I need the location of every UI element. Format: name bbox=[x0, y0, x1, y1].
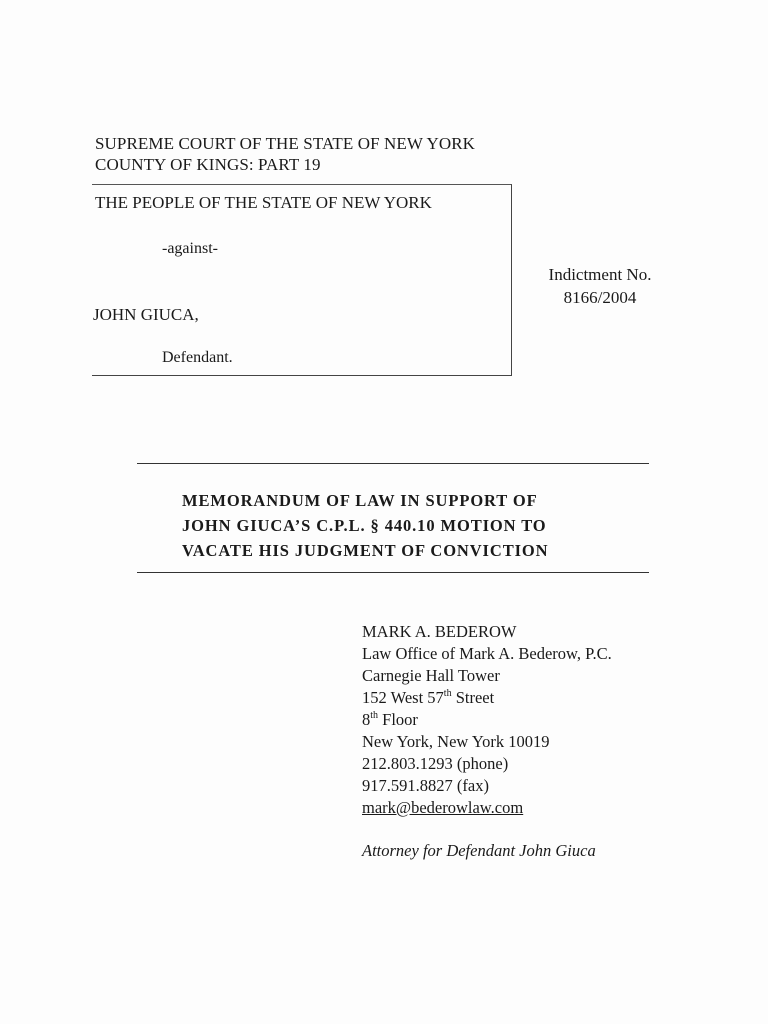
memo-title-line-2: JOHN GIUCA’S C.P.L. § 440.10 MOTION TO bbox=[182, 516, 547, 535]
caption-defendant-role: Defendant. bbox=[162, 349, 233, 366]
memo-title-line-1: MEMORANDUM OF LAW IN SUPPORT OF bbox=[182, 491, 538, 510]
attorney-city: New York, New York 10019 bbox=[362, 732, 550, 751]
indictment-number: 8166/2004 bbox=[563, 288, 637, 307]
title-rule-bottom bbox=[137, 572, 649, 573]
attorney-email-link[interactable]: mark@bederowlaw.com bbox=[362, 798, 524, 817]
attorney-name: MARK A. BEDEROW bbox=[362, 622, 517, 641]
court-name: SUPREME COURT OF THE STATE OF NEW YORK bbox=[95, 134, 476, 153]
indictment-number-block bbox=[532, 263, 668, 309]
attorney-fax: 917.591.8827 (fax) bbox=[362, 776, 489, 795]
attorney-for-line: Attorney for Defendant John Giuca bbox=[362, 841, 596, 860]
court-county-part: COUNTY OF KINGS: PART 19 bbox=[95, 155, 321, 174]
indictment-label: Indictment No. bbox=[548, 265, 652, 284]
attorney-phone: 212.803.1293 (phone) bbox=[362, 754, 509, 773]
title-rule-top bbox=[137, 463, 649, 464]
caption-plaintiff: THE PEOPLE OF THE STATE OF NEW YORK bbox=[95, 193, 432, 212]
memorandum-title bbox=[182, 488, 548, 563]
attorney-contact-block bbox=[362, 621, 612, 819]
attorney-building: Carnegie Hall Tower bbox=[362, 666, 500, 685]
caption-defendant-name: JOHN GIUCA, bbox=[93, 305, 199, 324]
caption-against: -against- bbox=[162, 240, 218, 257]
attorney-street: 152 West 57th Street bbox=[362, 687, 495, 707]
attorney-firm: Law Office of Mark A. Bederow, P.C. bbox=[362, 644, 612, 663]
attorney-floor: 8th Floor bbox=[362, 709, 418, 729]
court-heading bbox=[95, 133, 475, 175]
memo-title-line-3: VACATE HIS JUDGMENT OF CONVICTION bbox=[182, 541, 549, 560]
